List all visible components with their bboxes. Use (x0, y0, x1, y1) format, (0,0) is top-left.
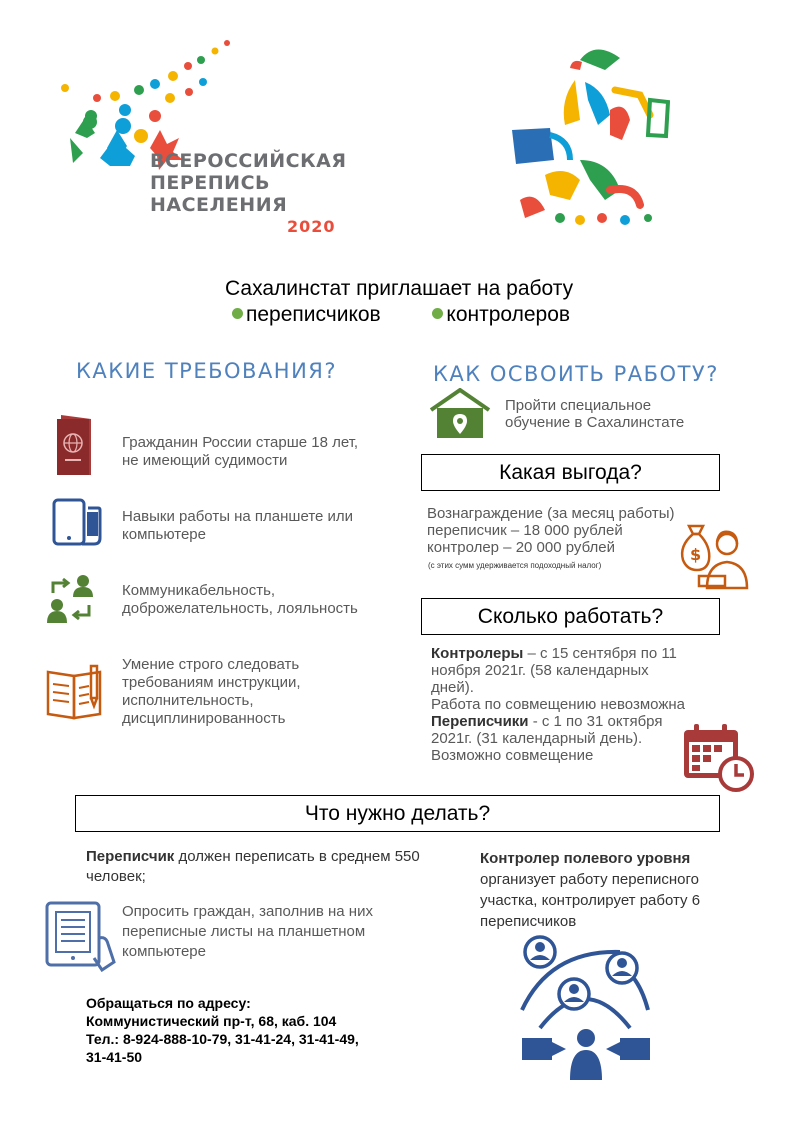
controller-line: переписчиков (480, 913, 577, 930)
logo-line-1: ВСЕРОССИЙСКАЯ (150, 150, 347, 172)
requirement-line: доброжелательность, лояльность (122, 600, 358, 617)
enumerators-period: - с 1 по 31 октября (528, 713, 663, 730)
home-location-icon (429, 388, 491, 438)
census-logo-text (150, 150, 346, 216)
contact-heading: Обращаться по адресу: (86, 995, 251, 1011)
invite-role-enumerators: переписчиков (246, 303, 381, 326)
enumerators-combination: Возможно совмещение (431, 747, 594, 764)
learn-line: обучение в Сахалинстате (505, 414, 685, 431)
controllers-period-line: дней). (431, 679, 474, 696)
task-line: переписные листы на планшетном (122, 923, 366, 940)
controller-task (480, 848, 700, 932)
benefit-text (427, 505, 675, 556)
controllers-combination: Работа по совмещению невозможна (431, 696, 685, 713)
controller-label: Контролер полевого уровня (480, 850, 691, 867)
task-line: Опросить граждан, заполнив на них (122, 903, 373, 920)
duration-text (431, 645, 685, 764)
task-line: компьютере (122, 943, 206, 960)
money-bag-person-icon (677, 520, 749, 590)
enumerator-task (86, 847, 420, 887)
logo-year: 2020 (287, 217, 336, 236)
mascot-illustration-icon (510, 40, 670, 230)
contact-info (86, 994, 359, 1066)
passport-icon (55, 415, 95, 475)
duration-title-box: Сколько работать? (421, 598, 720, 635)
enumerator-label: Переписчик (86, 848, 175, 865)
requirement-line: требованиям инструкции, (122, 674, 301, 691)
enumerators-label: Переписчики (431, 713, 529, 730)
benefit-line: контролер – 20 000 рублей (427, 539, 615, 556)
requirement-citizenship (122, 434, 392, 470)
people-exchange-icon (45, 573, 97, 625)
requirement-skills (122, 508, 392, 544)
requirement-line: Умение строго следовать (122, 656, 300, 673)
enumerator-task-detail (122, 902, 373, 962)
requirement-line: исполнительность, (122, 692, 254, 709)
enumerator-quota-line: человек; (86, 868, 146, 885)
benefit-tax-note: (с этих сумм удерживается подоходный налог) (428, 561, 602, 570)
requirements-title: КАКИЕ ТРЕБОВАНИЯ? (76, 359, 338, 383)
census-logo (55, 38, 355, 243)
controller-line: организует работу переписного (480, 871, 700, 888)
requirement-line: компьютере (122, 526, 206, 543)
logo-line-2: ПЕРЕПИСЬ (150, 172, 271, 194)
bullet-dot-icon (432, 308, 443, 319)
team-network-icon (510, 930, 660, 1080)
controllers-label: Контролеры (431, 645, 524, 662)
benefit-title-box: Какая выгода? (421, 454, 720, 491)
controller-line: участка, контролирует работу 6 (480, 892, 701, 909)
controllers-period: – с 15 сентября по 11 (523, 645, 677, 662)
invite-role-controllers: контролеров (446, 303, 571, 326)
requirement-line: Навыки работы на планшете или (122, 508, 354, 525)
tablet-hand-icon (44, 900, 118, 972)
requirement-communication (122, 582, 392, 618)
requirement-discipline (122, 656, 392, 728)
svg-text:$: $ (690, 545, 702, 564)
requirement-line: Коммуникабельность, (122, 582, 276, 599)
controllers-period-line: ноября 2021г. (58 календарных (431, 662, 649, 679)
notebook-icon (44, 664, 106, 722)
bullet-dot-icon (232, 308, 243, 319)
invite-line: Сахалинстат приглашает на работу (225, 277, 574, 300)
contact-phones: Тел.: 8-924-888-10-79, 31-41-24, 31-41-49, (86, 1031, 359, 1047)
requirement-line: не имеющий судимости (122, 452, 288, 469)
tablet-icon (52, 498, 102, 546)
learn-text (505, 397, 684, 431)
learn-title: КАК ОСВОИТЬ РАБОТУ? (433, 362, 719, 386)
todo-title-box: Что нужно делать? (75, 795, 720, 832)
invite-roles (232, 303, 570, 327)
requirement-line: дисциплинированность (122, 710, 286, 727)
learn-line: Пройти специальное (505, 397, 652, 414)
logo-line-3: НАСЕЛЕНИЯ (150, 194, 288, 216)
benefit-line: Вознаграждение (за месяц работы) (427, 505, 675, 522)
enumerator-quota: должен переписать в среднем 550 (174, 848, 420, 865)
enumerators-period-line: 2021г. (31 календарный день). (431, 730, 643, 747)
contact-phones-cont: 31-41-50 (86, 1049, 143, 1065)
contact-address: Коммунистический пр-т, 68, каб. 104 (86, 1013, 337, 1029)
calendar-clock-icon (682, 724, 754, 792)
benefit-line: переписчик – 18 000 рублей (427, 522, 623, 539)
requirement-line: Гражданин России старше 18 лет, (122, 434, 359, 451)
